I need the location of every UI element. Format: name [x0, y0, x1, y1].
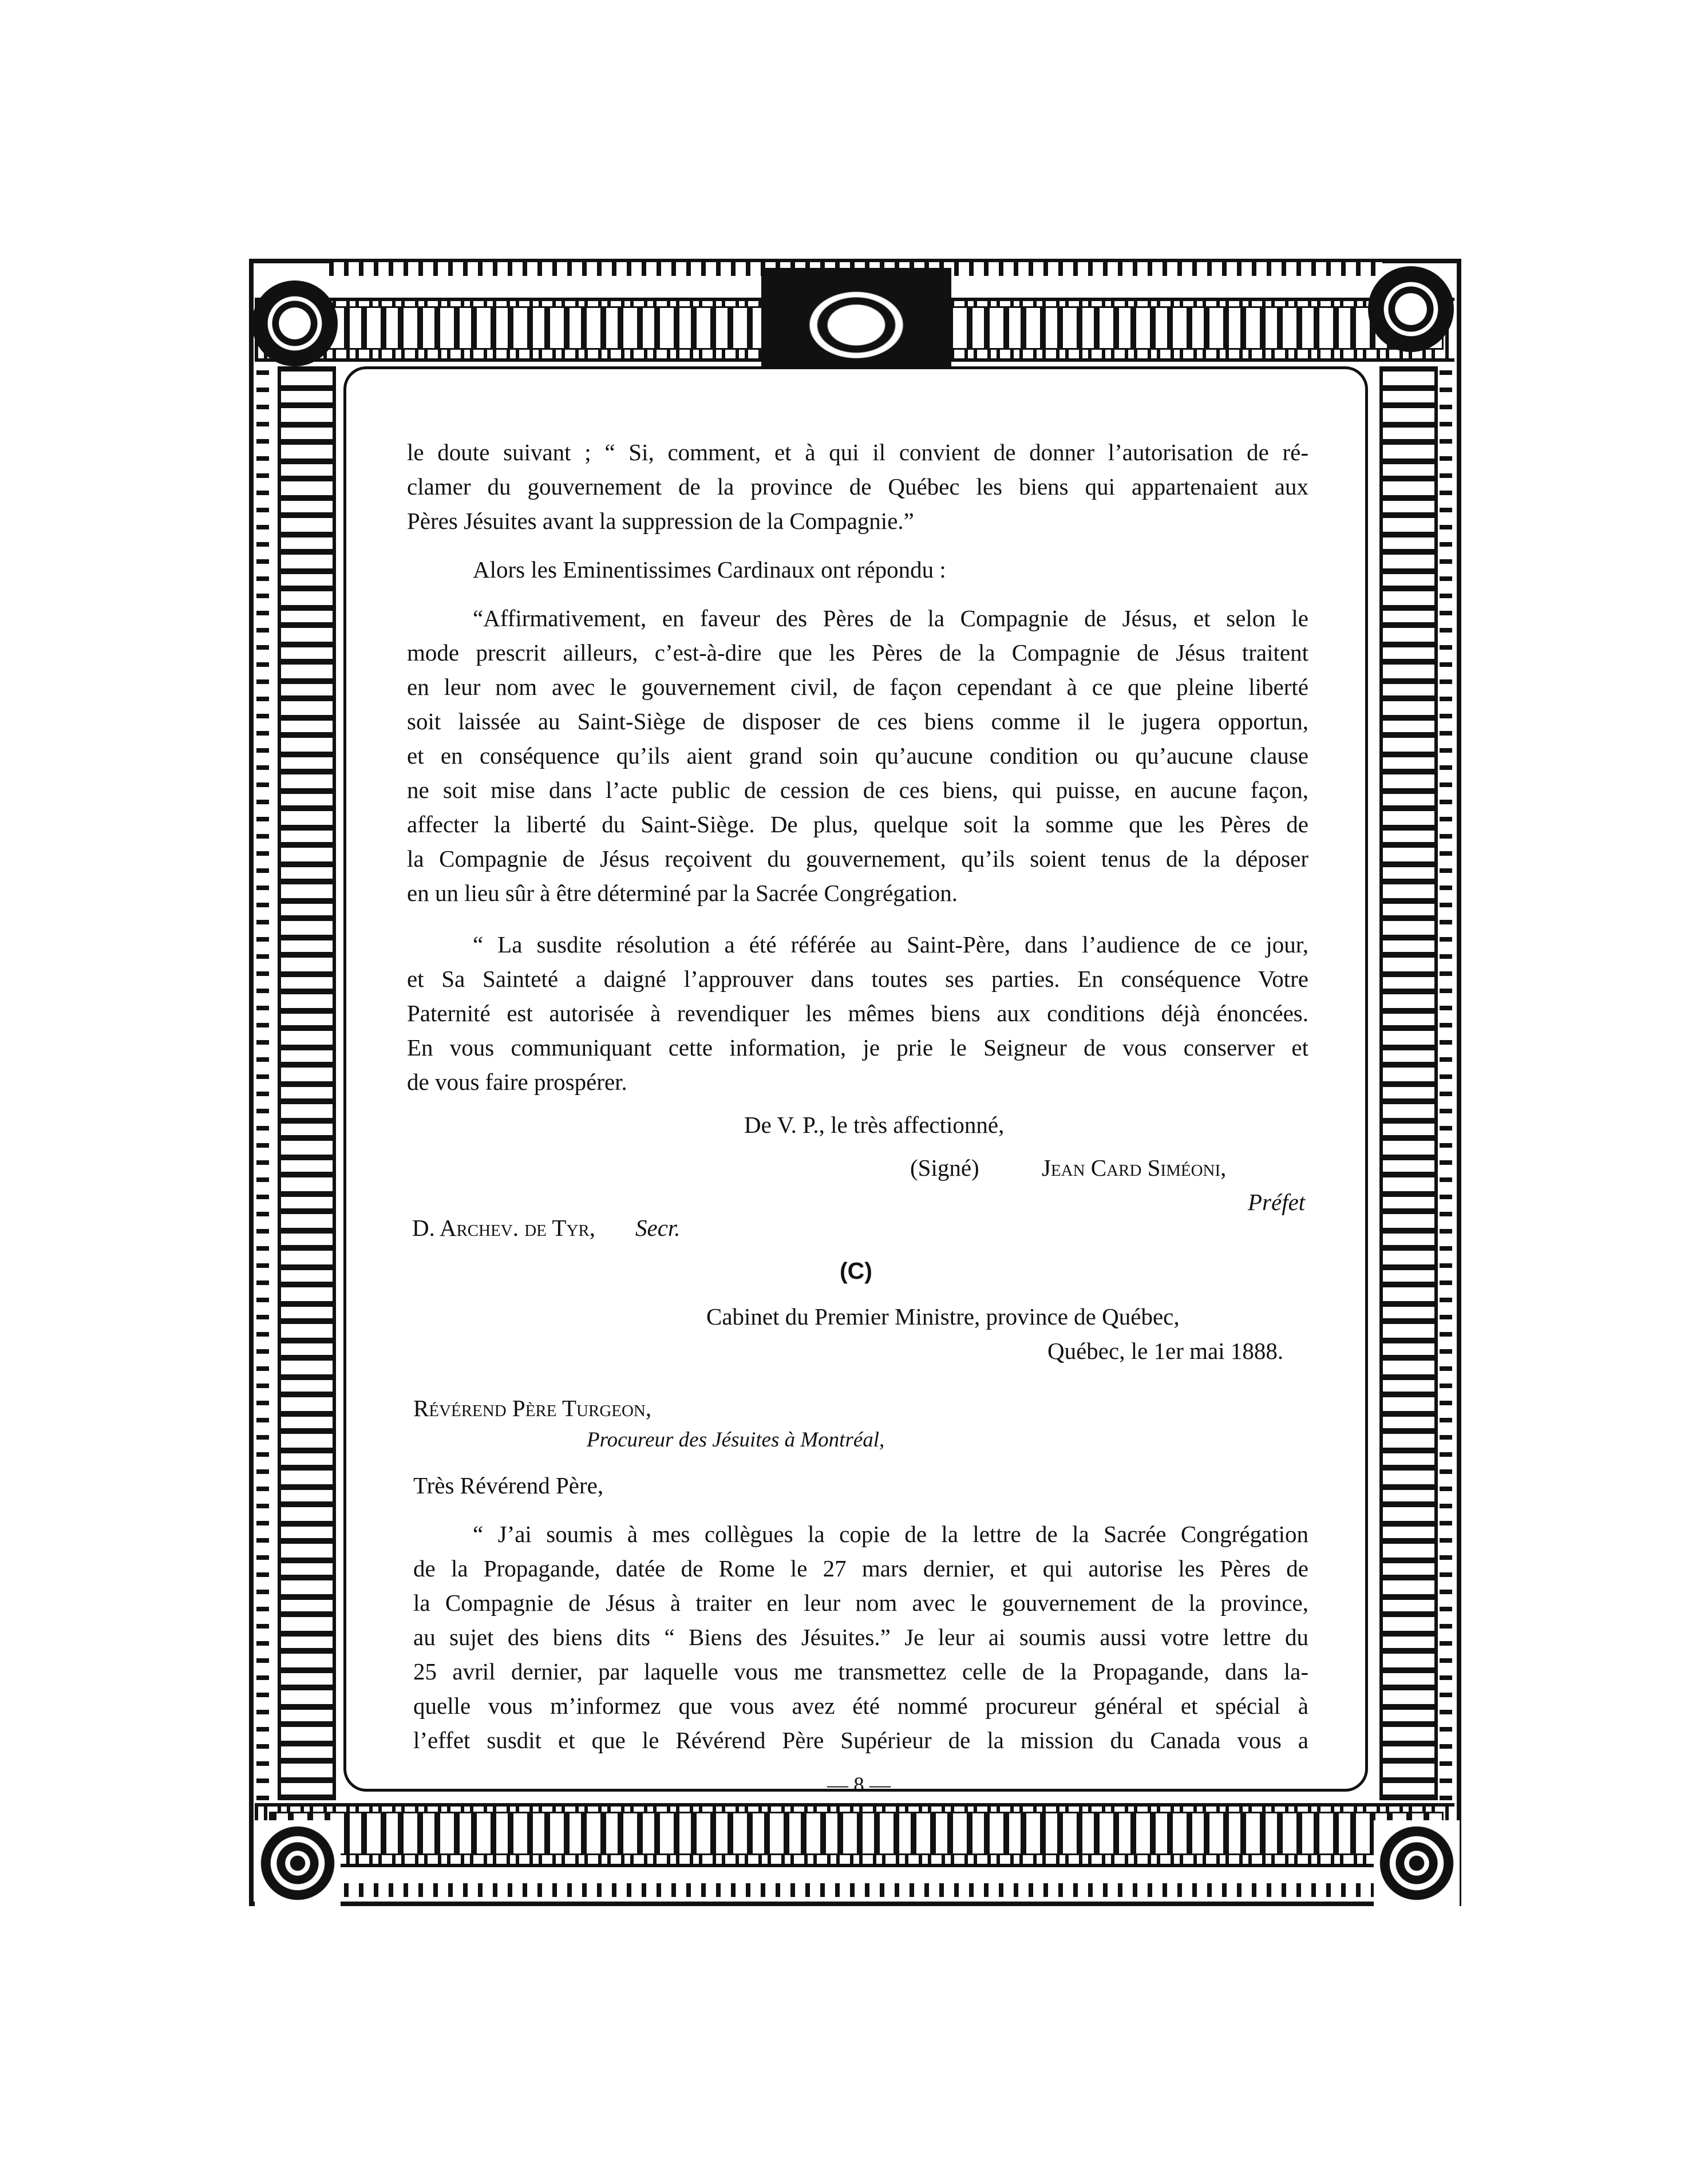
signed-label: (Signé) [910, 1155, 979, 1181]
letterhead-office: Cabinet du Premier Ministre, province de Québec, [706, 1303, 1180, 1330]
greek-key-band-bottom-inner [269, 1812, 1444, 1855]
text-line: ne soit mise dans l’acte public de cession de ces biens, qui puisse, en aucune façon, [407, 777, 1308, 803]
text-line: soit laissée au Saint-Siège de disposer de ces biens comme il le jugera opportun, [407, 708, 1308, 734]
text-line: “ J’ai soumis à mes collègues la copie de la lettre de la Sacrée Congrégation [473, 1521, 1308, 1547]
text-line: en un lieu sûr à être déterminé par la Sacrée Congrégation. [407, 880, 958, 906]
text-line: Paternité est autorisée à revendiquer les mêmes biens aux conditions déjà énoncées. [407, 1000, 1308, 1026]
addressee-name-text: Révérend Père Turgeon, [413, 1395, 652, 1421]
text-line: l’effet susdit et que le Révérend Père Supérieur de la mission du Canada vous a [413, 1727, 1308, 1753]
text-line: 25 avril dernier, par laquelle vous me transmettez celle de la Propagande, dans la- [413, 1658, 1308, 1685]
text-line: “Affirmativement, en faveur des Pères de la Compagnie de Jésus, et selon le [473, 605, 1308, 631]
text-line: de la Propagande, datée de Rome le 27 mars dernier, et qui autorise les Pères de [413, 1555, 1308, 1582]
page-number: — 8 — [827, 1773, 891, 1797]
text-line: le doute suivant ; “ Si, comment, et à qui il convient de donner l’autorisation de ré- [407, 439, 1308, 465]
text-line: mode prescrit ailleurs, c’est-à-dire que les Pères de la Compagnie de Jésus traitent [407, 639, 1308, 666]
addressee-name [413, 1397, 651, 1420]
text-line: Alors les Eminentissimes Cardinaux ont répondu : [473, 556, 946, 583]
border-dot-row-right [1440, 366, 1452, 1800]
text-line: de vous faire prospérer. [407, 1069, 627, 1095]
text-line: et en conséquence qu’ils aient grand soin qu’aucune condition ou qu’aucune clause [407, 742, 1308, 769]
addressee-title: Procureur des Jésuites à Montréal, [587, 1428, 885, 1452]
border-dot-row-bottom [329, 1883, 1382, 1897]
signatory-title: Préfet [1248, 1189, 1306, 1215]
section-marker: (C) [840, 1258, 872, 1284]
border-dot-row-left [256, 366, 269, 1800]
text-line: Pères Jésuites avant la suppression de la Compagnie.” [407, 508, 914, 534]
signatory-name: Jean Card Siméoni, [1042, 1155, 1227, 1181]
text-line: En vous communiquant cette information, je prie le Seigneur de vous conserver et [407, 1034, 1308, 1061]
secretary-title: Secr. [635, 1215, 681, 1241]
letter-date: Québec, le 1er mai 1888. [1047, 1338, 1284, 1364]
corner-medallion-top-left [252, 280, 338, 366]
secretary-name: D. Archev. de Tyr, [412, 1215, 595, 1241]
greek-key-band-right [1379, 366, 1438, 1800]
text-line: “ La susdite résolution a été référée au Saint-Père, dans l’audience de ce jour, [473, 931, 1308, 958]
text-line: la Compagnie de Jésus reçoivent du gouvernement, qu’ils soient tenus de la déposer [407, 845, 1308, 872]
greek-key-band-left [278, 366, 336, 1800]
letter-salutation: Très Révérend Père, [413, 1472, 604, 1499]
text-line: clamer du gouvernement de la province de Québec les biens qui appartenaient aux [407, 473, 1308, 500]
text-line: quelle vous m’informez que vous avez été nommé procureur général et spécial à [413, 1693, 1308, 1719]
text-line: en leur nom avec le gouvernement civil, de façon cependant à ce que pleine liberté [407, 674, 1308, 700]
corner-ornament-bottom-left [255, 1820, 341, 1906]
closing-salutation: De V. P., le très affectionné, [744, 1112, 1005, 1138]
corner-medallion-top-right [1368, 266, 1454, 352]
text-line: la Compagnie de Jésus à traiter en leur nom avec le gouvernement de la province, [413, 1590, 1308, 1616]
text-line: et Sa Sainteté a daigné l’approuver dans toutes ses parties. En conséquence Votre [407, 966, 1308, 992]
corner-ornament-bottom-right [1374, 1820, 1460, 1906]
text-line: affecter la liberté du Saint-Siège. De plus, quelque soit la somme que les Pères de [407, 811, 1308, 837]
text-line: au sujet des biens dits “ Biens des Jésuites.” Je leur ai soumis aussi votre lettre du [413, 1624, 1308, 1650]
